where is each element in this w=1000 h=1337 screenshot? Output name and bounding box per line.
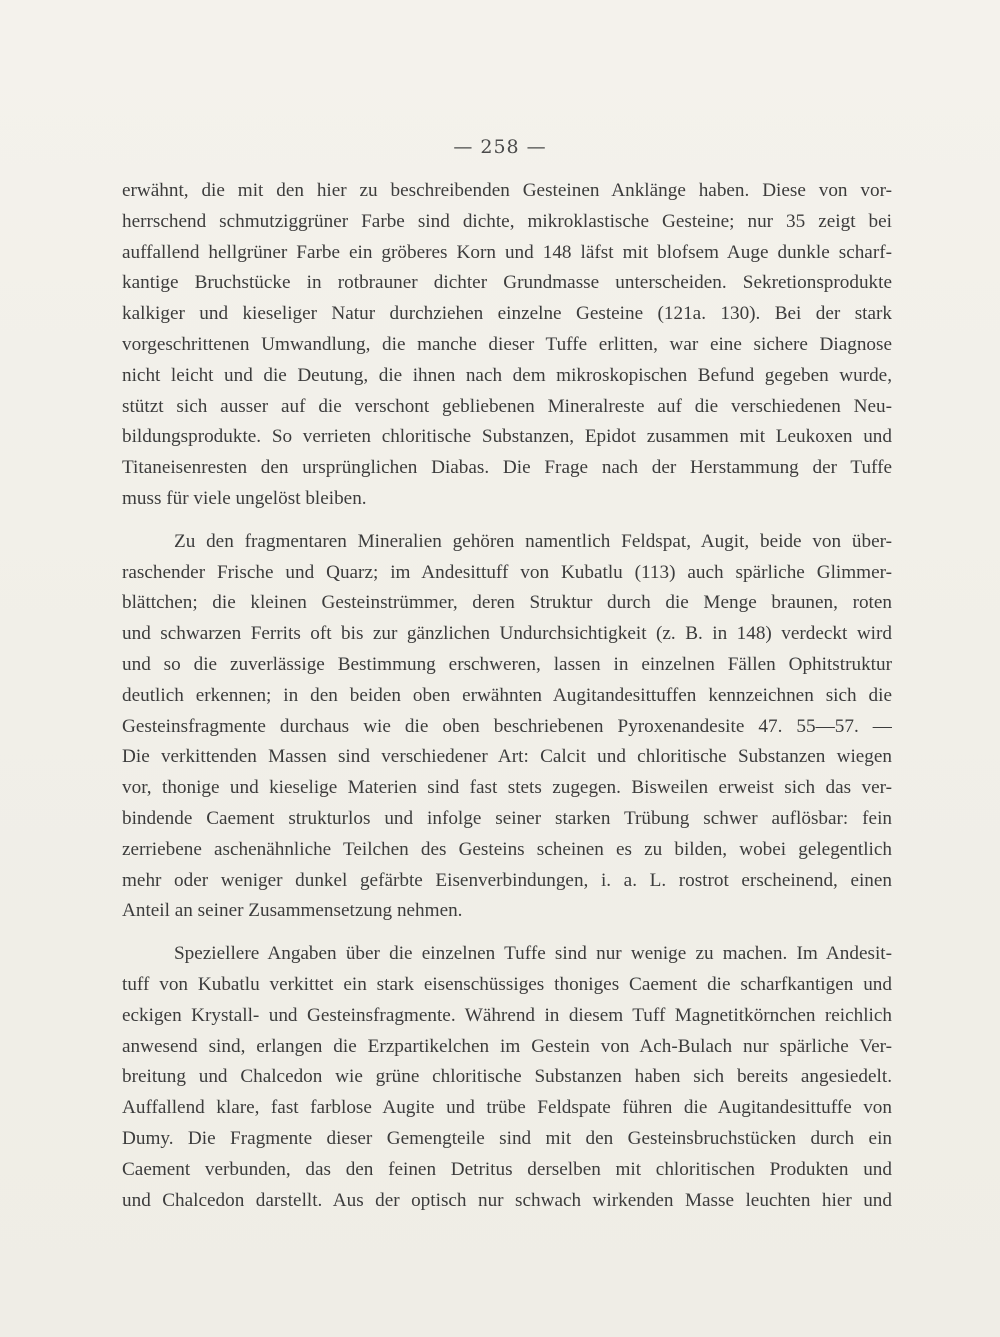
text-line: bildungsprodukte. So verrieten chloritische Substanzen, Epidot zusammen mit Leukoxen und — [122, 426, 892, 448]
text-line: Dumy. Die Fragmente dieser Gemengteile sind mit den Gesteinsbruchstücken durch ein — [122, 1127, 892, 1149]
text-line: bindende Caement strukturlos und infolge seiner starken Trübung schwer auflösbar: fein — [122, 807, 892, 829]
body-text — [122, 176, 892, 1228]
text-line: herrschend schmutziggrüner Farbe sind dichte, mikroklastische Gesteine; nur 35 zeigt bei — [122, 210, 892, 232]
paragraph-3 — [122, 939, 892, 1216]
text-line: auffallend hellgrüner Farbe ein gröberes Korn und 148 läfst mit blofsem Auge dunkle scharf- — [122, 241, 892, 263]
page-number: — 258 — — [453, 136, 547, 158]
text-line: blättchen; die kleinen Gesteinstrümmer, deren Struktur durch die Menge braunen, roten — [122, 592, 892, 614]
paragraph-2 — [122, 527, 892, 927]
text-line: eckigen Krystall- und Gesteinsfragmente. Während in diesem Tuff Magnetitkörnchen reichlich — [122, 1004, 892, 1026]
text-line: Zu den fragmentaren Mineralien gehören namentlich Feldspat, Augit, beide von über- — [174, 530, 892, 552]
text-line: Gesteinsfragmente durchaus wie die oben beschriebenen Pyroxenandesite 47. 55—57. — — [122, 715, 892, 737]
text-line: zerriebene aschenähnliche Teilchen des Gesteins scheinen es zu bilden, wobei gelegentlich — [122, 838, 892, 860]
text-line: anwesend sind, erlangen die Erzpartikelchen im Gestein von Ach-Bulach nur spärliche Ver- — [122, 1035, 892, 1057]
text-line: nicht leicht und die Deutung, die ihnen nach dem mikroskopischen Befund gegeben wurde, — [122, 364, 892, 386]
text-line: Anteil an seiner Zusammensetzung nehmen. — [122, 900, 463, 922]
text-line: raschender Frische und Quarz; im Andesittuff von Kubatlu (113) auch spärliche Glimmer- — [122, 561, 892, 583]
text-line: Titaneisenresten den ursprünglichen Diabas. Die Frage nach der Herstammung der Tuffe — [122, 457, 892, 479]
text-line: Caement verbunden, das den feinen Detritus derselben mit chloritischen Produkten und — [122, 1158, 892, 1180]
text-line: tuff von Kubatlu verkittet ein stark eisenschüssiges thoniges Caement die scharfkantigen und — [122, 973, 892, 995]
text-line: kantige Bruchstücke in rotbrauner dichter Grundmasse unterscheiden. Sekretionsprodukte — [122, 272, 892, 294]
text-line: erwähnt, die mit den hier zu beschreibenden Gesteinen Anklänge haben. Diese von vor- — [122, 180, 892, 201]
text-line: vorgeschrittenen Umwandlung, die manche dieser Tuffe erlitten, war eine sichere Diagnose — [122, 333, 892, 355]
text-line: Speziellere Angaben über die einzelnen Tuffe sind nur wenige zu machen. Im Andesit- — [174, 943, 892, 965]
text-line: deutlich erkennen; in den beiden oben erwähnten Augitandesittuffen kennzeichnen sich die — [122, 684, 892, 706]
text-line: breitung und Chalcedon wie grüne chloritische Substanzen haben sich bereits angesiedelt. — [122, 1066, 892, 1088]
text-line: und schwarzen Ferrits oft bis zur gänzlichen Undurchsichtigkeit (z. B. in 148) verdeckt wird — [122, 623, 892, 645]
text-line: Die verkittenden Massen sind verschiedener Art: Calcit und chloritische Substanzen wiegen — [122, 746, 892, 768]
paragraph-1 — [122, 176, 892, 515]
text-line: und so die zuverlässige Bestimmung erschweren, lassen in einzelnen Fällen Ophitstruktur — [122, 653, 892, 675]
text-line: und Chalcedon darstellt. Aus der optisch nur schwach wirkenden Masse leuchten hier und — [122, 1189, 892, 1211]
text-line: muss für viele ungelöst bleiben. — [122, 487, 367, 509]
text-line: stützt sich ausser auf die verschont gebliebenen Mineralreste auf die verschiedenen Neu- — [122, 395, 892, 417]
text-line: mehr oder weniger dunkel gefärbte Eisenverbindungen, i. a. L. rostrot erscheinend, einen — [122, 869, 892, 891]
text-line: Auffallend klare, fast farblose Augite und trübe Feldspate führen die Augitandesittuffe von — [122, 1097, 892, 1119]
text-line: vor, thonige und kieselige Materien sind fast stets zugegen. Bisweilen erweist sich das ver- — [122, 777, 892, 799]
text-line: kalkiger und kieseliger Natur durchziehen einzelne Gesteine (121a. 130). Bei der stark — [122, 303, 892, 325]
